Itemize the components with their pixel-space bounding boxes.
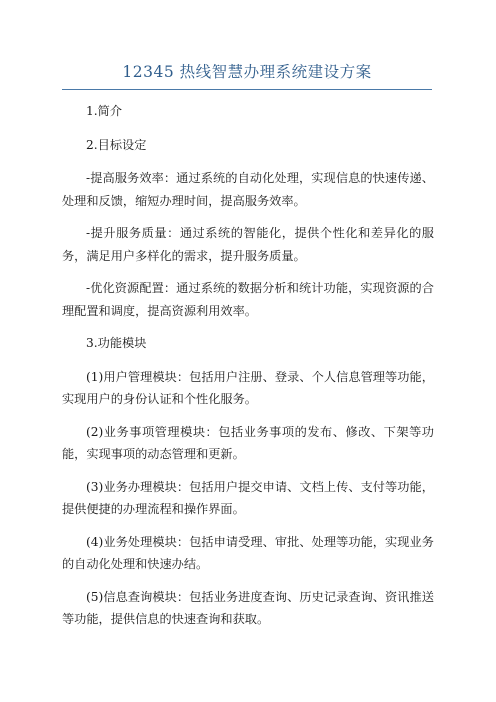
module-user-paragraph: (1)用户管理模块：包括用户注册、登录、个人信息管理等功能，实现用户的身份认证和个性化服务。 [62, 369, 434, 406]
section-heading-intro: 1.简介 [86, 104, 123, 118]
goal-efficiency-paragraph: -提高服务效率：通过系统的自动化处理，实现信息的快速传递、处理和反馈，缩短办理时间，提高服务效率。 [62, 171, 434, 208]
section-heading-modules: 3.功能模块 [86, 336, 147, 350]
section-heading-goals: 2.目标设定 [86, 137, 147, 152]
goal-quality-paragraph: -提升服务质量：通过系统的智能化，提供个性化和差异化的服务，满足用户多样化的需求，提升服务质量。 [62, 226, 434, 263]
module-matters-paragraph: (2)业务事项管理模块：包括业务事项的发布、修改、下架等功能，实现事项的动态管理和更新。 [62, 424, 434, 461]
module-handling-paragraph: (3)业务办理模块：包括用户提交申请、文档上传、支付等功能，提供便捷的办理流程和操作界面。 [62, 479, 434, 516]
document-body [62, 100, 434, 641]
module-query-paragraph: (5)信息查询模块：包括业务进度查询、历史记录查询、资讯推送等功能，提供信息的快速查询和获取。 [62, 589, 434, 626]
module-processing-paragraph: (4)业务处理模块：包括申请受理、审批、处理等功能，实现业务的自动化处理和快速办结。 [62, 534, 434, 571]
document-title: 12345 热线智慧办理系统建设方案 [62, 60, 432, 90]
goal-resources-paragraph: -优化资源配置：通过系统的数据分析和统计功能，实现资源的合理配置和调度，提高资源利用效率。 [62, 281, 434, 318]
